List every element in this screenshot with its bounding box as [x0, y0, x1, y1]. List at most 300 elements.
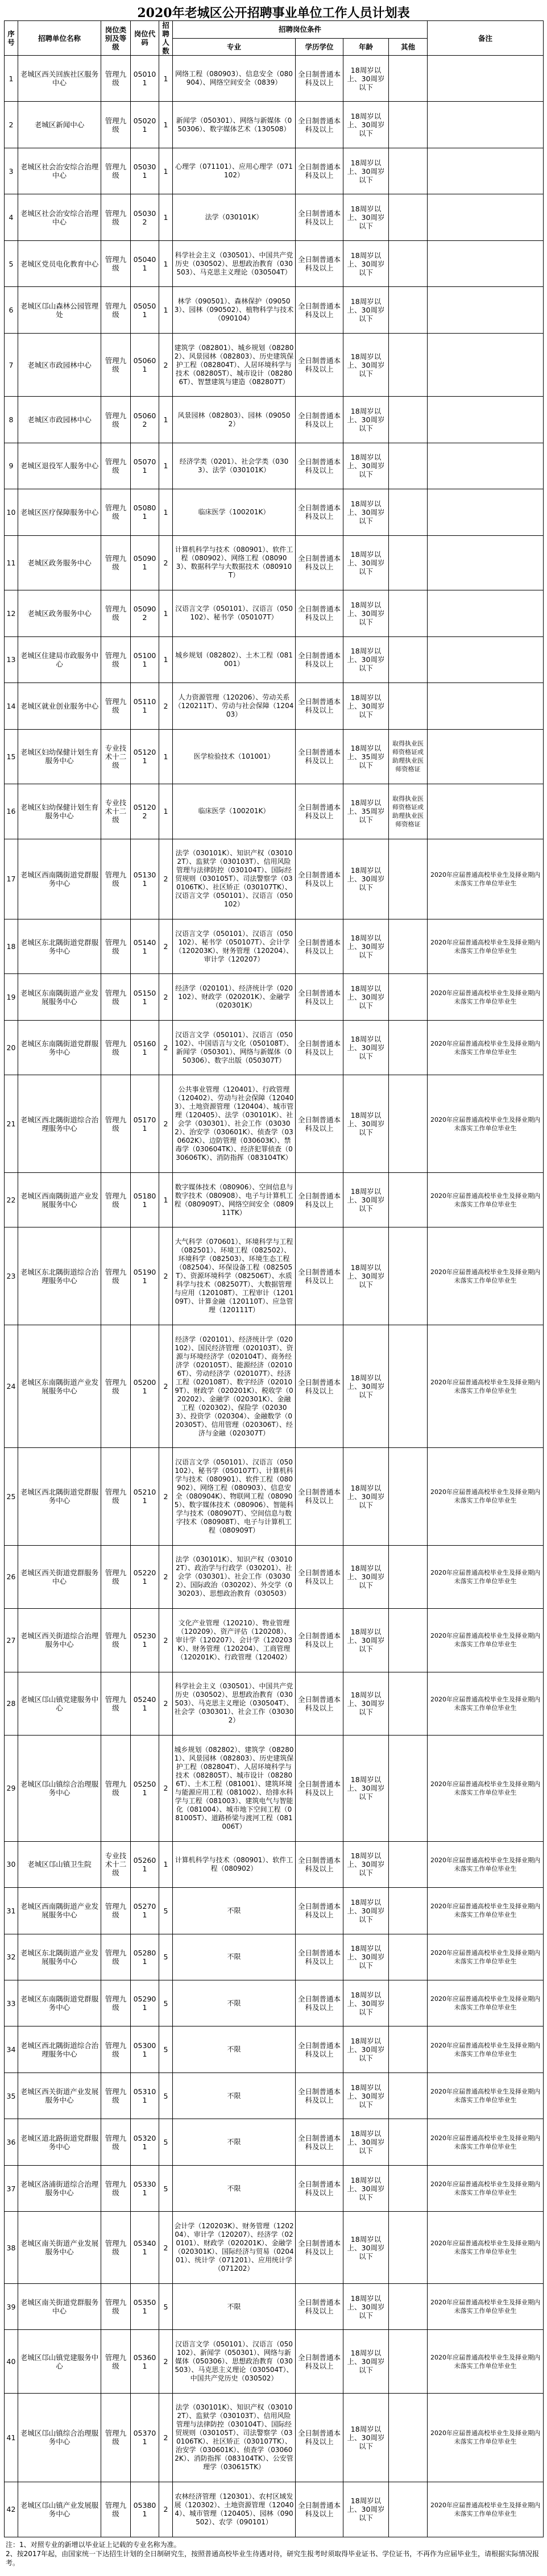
cell-edu: 全日制普通本科及以上: [296, 636, 343, 683]
cell-edu: 全日制普通本科及以上: [296, 240, 343, 286]
cell-category: 管理九级: [101, 2482, 131, 2537]
cell-age: 18周岁以上、30周岁以下: [343, 636, 389, 683]
cell-code: 053301: [131, 2165, 159, 2211]
cell-unit: 老城区邙山镇综合治理服务中心: [18, 1736, 101, 1841]
cell-unit: 老城区西南隅街道党群服务中心: [18, 839, 101, 919]
cell-edu: 全日制普通本科及以上: [296, 535, 343, 590]
cell-category: 管理九级: [101, 1172, 131, 1227]
cell-age: 18周岁以上、30周岁以下: [343, 194, 389, 240]
cell-count: 5: [159, 1980, 173, 2026]
cell-seq: 38: [5, 2212, 18, 2283]
cell-age: 18周岁以上、30周岁以下: [343, 1736, 389, 1841]
cell-count: 5: [159, 2283, 173, 2329]
cell-age: 18周岁以上、30周岁以下: [343, 919, 389, 973]
cell-code: 053501: [131, 2283, 159, 2329]
cell-edu: 全日制普通本科及以上: [296, 1075, 343, 1172]
table-row: [5, 1020, 544, 1075]
cell-major: 网络工程（080903）、信息安全（080904）、网络空间安全（0839）: [173, 56, 296, 102]
cell-other: [389, 56, 428, 102]
cell-category: 专业技术十二级: [101, 784, 131, 839]
cell-category: 管理九级: [101, 1545, 131, 1608]
cell-count: 2: [159, 2212, 173, 2283]
cell-code: 050301: [131, 148, 159, 194]
cell-edu: 全日制普通本科及以上: [296, 1934, 343, 1980]
cell-other: [389, 397, 428, 443]
table-row: [5, 1609, 544, 1672]
cell-other: [389, 1075, 428, 1172]
cell-unit: 老城区妇幼保健计划生育服务中心: [18, 784, 101, 839]
cell-seq: 42: [5, 2482, 18, 2537]
cell-other: [389, 2026, 428, 2073]
cell-edu: 全日制普通本科及以上: [296, 1172, 343, 1227]
cell-unit: 老城区邙山镇党建服务中心: [18, 1672, 101, 1735]
cell-other: [389, 1934, 428, 1980]
cell-code: 050601: [131, 333, 159, 396]
cell-seq: 28: [5, 1672, 18, 1735]
cell-other: [389, 1020, 428, 1075]
cell-edu: 全日制普通本科及以上: [296, 2026, 343, 2073]
cell-major: 大气科学（070601）、环境科学与工程（082501）、环境工程（082502）、环境科学（082503）、环境生态工程（082504）、环保设备工程（082505T）、资源环境科学（082506T）、水质科学与技术（082507T）、大数据管理与应用（120108T）、工程审计（120109T）、计算金融（120110T）、应急管理（120111T）: [173, 1227, 296, 1325]
cell-edu: 全日制普通本科及以上: [296, 2330, 343, 2393]
cell-other: [389, 102, 428, 148]
header-age: 年龄: [343, 38, 389, 56]
cell-remarks: [428, 636, 544, 683]
cell-category: 管理九级: [101, 1020, 131, 1075]
cell-count: 1: [159, 148, 173, 194]
cell-major: 法学（030101K）、知识产权（030102T）、监狱学（030103T）、信用风险管理与法律防控（030104T）、国际经贸规则（030105T）、司法警察学（030106TK）、社区矫正（030107TK）、汉语言文学（050101）、汉语言（050102）: [173, 839, 296, 919]
cell-seq: 26: [5, 1545, 18, 1608]
cell-count: 5: [159, 1888, 173, 1934]
table-row: [5, 1227, 544, 1325]
cell-edu: 全日制普通本科及以上: [296, 102, 343, 148]
cell-count: 2: [159, 1448, 173, 1545]
table-row: [5, 1325, 544, 1447]
cell-edu: 全日制普通本科及以上: [296, 974, 343, 1020]
cell-other: [389, 2393, 428, 2482]
cell-remarks: 2020年应届普通高校毕业生及择业期内未落实工作单位毕业生: [428, 1888, 544, 1934]
cell-major: 经济学（020101）、经济统计学（020102）、财政学（020201K）、金融学（020301K）: [173, 974, 296, 1020]
cell-edu: 全日制普通本科及以上: [296, 1888, 343, 1934]
cell-code: 052301: [131, 1609, 159, 1672]
cell-edu: 全日制普通本科及以上: [296, 729, 343, 784]
cell-age: 18周岁以上、30周岁以下: [343, 1609, 389, 1672]
cell-major: 人力资源管理（120206）、劳动关系（120211T）、劳动与社会保障（120403）: [173, 683, 296, 729]
table-row: [5, 2393, 544, 2482]
header-conditions: 招聘岗位条件: [173, 21, 428, 39]
cell-seq: 41: [5, 2393, 18, 2482]
cell-count: 5: [159, 1934, 173, 1980]
cell-count: 2: [159, 839, 173, 919]
cell-age: 18周岁以上、30周岁以下: [343, 2482, 389, 2537]
cell-remarks: 2020年应届普通高校毕业生及择业期内未落实工作单位毕业生: [428, 1227, 544, 1325]
cell-major: 会计学（120203K）、财务管理（120204）、审计学（120207）、经济学（020101）、财政学（020201K）、金融学（020301K）、国际经济与贸易（020401）、统计学（071201）、应用统计学（071202）: [173, 2212, 296, 2283]
cell-code: 053601: [131, 2330, 159, 2393]
cell-seq: 37: [5, 2165, 18, 2211]
cell-major: 汉语言文学（050101）、汉语言（050102）、秘书学（050107T）、会计学（120203K）、财务管理（120204）、审计学（120207）: [173, 919, 296, 973]
cell-other: [389, 148, 428, 194]
cell-seq: 9: [5, 443, 18, 489]
cell-unit: 老城区政务服务中心: [18, 590, 101, 636]
cell-age: 18周岁以上、35周岁以下: [343, 729, 389, 784]
cell-category: 管理九级: [101, 287, 131, 333]
cell-code: 051401: [131, 919, 159, 973]
cell-code: 052201: [131, 1545, 159, 1608]
cell-code: 053401: [131, 2212, 159, 2283]
cell-count: 2: [159, 974, 173, 1020]
cell-category: 管理九级: [101, 1736, 131, 1841]
cell-seq: 3: [5, 148, 18, 194]
cell-category: 管理九级: [101, 1980, 131, 2026]
cell-other: [389, 1545, 428, 1608]
cell-unit: 老城区党员电化教育中心: [18, 240, 101, 286]
cell-count: 2: [159, 535, 173, 590]
cell-remarks: 2020年应届普通高校毕业生及择业期内未落实工作单位毕业生: [428, 1980, 544, 2026]
cell-remarks: [428, 535, 544, 590]
cell-seq: 27: [5, 1609, 18, 1672]
cell-other: [389, 1980, 428, 2026]
cell-remarks: [428, 194, 544, 240]
cell-remarks: 2020年应届普通高校毕业生及择业期内未落实工作单位毕业生: [428, 1934, 544, 1980]
cell-unit: 老城区西关街道党群服务中心: [18, 1545, 101, 1608]
cell-age: 18周岁以上、30周岁以下: [343, 1841, 389, 1887]
cell-category: 管理九级: [101, 2119, 131, 2165]
cell-remarks: 2020年应届普通高校毕业生及择业期内未落实工作单位毕业生: [428, 2119, 544, 2165]
header-seq: 序号: [5, 21, 18, 56]
cell-remarks: [428, 56, 544, 102]
cell-category: 管理九级: [101, 974, 131, 1020]
table-row: [5, 240, 544, 286]
table-header: [5, 21, 544, 56]
cell-major: 汉语言文学（050101）、汉语言（050102）、秘书学（050107T）、计算机科学与技术（080901）、软件工程（080902）、网络工程（080903）、信息安全（080904K）、物联网工程（080905）、数字媒体技术（080906）、智能科学与技术（080907T）、空间信息与数字技术（080908T）、电子与计算机工程（080909T）: [173, 1448, 296, 1545]
cell-edu: 全日制普通本科及以上: [296, 2283, 343, 2329]
cell-code: 051901: [131, 1227, 159, 1325]
table-row: [5, 729, 544, 784]
cell-seq: 34: [5, 2026, 18, 2073]
cell-seq: 11: [5, 535, 18, 590]
cell-seq: 17: [5, 839, 18, 919]
cell-major: 汉语言文学（050101）、汉语言（050102）、新闻学（050301）、网络与新媒体（050306）、思想政治教育（030503）、马克思主义理论（030504T）、中国共产党历史（030502）: [173, 2330, 296, 2393]
cell-age: 18周岁以上、30周岁以下: [343, 102, 389, 148]
cell-code: 050302: [131, 194, 159, 240]
cell-unit: 老城区东北隅街道产业发展服务中心: [18, 1934, 101, 1980]
cell-edu: 全日制普通本科及以上: [296, 1736, 343, 1841]
cell-code: 052101: [131, 1448, 159, 1545]
table-row: [5, 102, 544, 148]
cell-major: 经济学类（0201）、社会学类（0303）、法学（030101K）: [173, 443, 296, 489]
table-row: [5, 974, 544, 1020]
table-row: [5, 2482, 544, 2537]
cell-category: 管理九级: [101, 590, 131, 636]
table-row: [5, 1980, 544, 2026]
cell-unit: 老城区东南隅街道产业发展服务中心: [18, 1325, 101, 1447]
cell-other: [389, 1227, 428, 1325]
cell-major: 科学社会主义（030501）、中国共产党历史（030502）、思想政治教育（030503）、马克思主义理论（030504T）、社会学（030301）、社会工作（030302）: [173, 1672, 296, 1735]
cell-code: 051801: [131, 1172, 159, 1227]
cell-major: 不限: [173, 2073, 296, 2119]
cell-unit: 老城区南关街道产业发展服务中心: [18, 2212, 101, 2283]
cell-count: 2: [159, 333, 173, 396]
cell-count: 5: [159, 2026, 173, 2073]
cell-remarks: 2020年应届普通高校毕业生及择业期内未落实工作单位毕业生: [428, 1545, 544, 1608]
cell-category: 管理九级: [101, 2073, 131, 2119]
cell-other: [389, 1672, 428, 1735]
cell-seq: 18: [5, 919, 18, 973]
cell-remarks: 2020年应届普通高校毕业生及择业期内未落实工作单位毕业生: [428, 1736, 544, 1841]
cell-code: 052401: [131, 1672, 159, 1735]
cell-category: 管理九级: [101, 148, 131, 194]
cell-major: 经济学（020101）、经济统计学（020102）、国民经济管理（020103T）、资源与环境经济学（020104T）、商务经济学（020105T）、能源经济（020106T）、劳动经济学（020107T）、经济工程（020108T）、数字经济（020109T）、财政学（020201K）、税收学（020202）、金融学（020301K）、金融工程（020302）、保险学（020303）、投资学（020304）、金融数学（020305T）、信用管理（020306T）、经济与金融（020307T）: [173, 1325, 296, 1447]
cell-unit: 老城区邙山镇党建服务中心: [18, 2330, 101, 2393]
table-body: [5, 56, 544, 2537]
cell-other: [389, 240, 428, 286]
cell-unit: 老城区洛浦街道综合治理服务中心: [18, 2165, 101, 2211]
cell-age: 18周岁以上、30周岁以下: [343, 333, 389, 396]
recruitment-table: [4, 20, 544, 2537]
cell-seq: 1: [5, 56, 18, 102]
cell-remarks: 2020年应届普通高校毕业生及择业期内未落实工作单位毕业生: [428, 1325, 544, 1447]
cell-major: 新闻学（050301）、网络与新媒体（050306）、数字媒体艺术（130508）: [173, 102, 296, 148]
cell-category: 管理九级: [101, 2026, 131, 2073]
cell-code: 053701: [131, 2393, 159, 2482]
cell-seq: 6: [5, 287, 18, 333]
header-code: 岗位代码: [131, 21, 159, 56]
cell-remarks: [428, 333, 544, 396]
cell-edu: 全日制普通本科及以上: [296, 2393, 343, 2482]
cell-unit: 老城区医疗保障服务中心: [18, 489, 101, 535]
cell-remarks: 2020年应届普通高校毕业生及择业期内未落实工作单位毕业生: [428, 1841, 544, 1887]
table-row: [5, 148, 544, 194]
cell-code: 051202: [131, 784, 159, 839]
cell-category: 管理九级: [101, 1325, 131, 1447]
cell-age: 18周岁以上、30周岁以下: [343, 2330, 389, 2393]
cell-other: [389, 2482, 428, 2537]
cell-remarks: 2020年应届普通高校毕业生及择业期内未落实工作单位毕业生: [428, 1020, 544, 1075]
cell-major: 城乡规划（082802）、土木工程（081001）: [173, 636, 296, 683]
cell-edu: 全日制普通本科及以上: [296, 1980, 343, 2026]
table-row: [5, 784, 544, 839]
cell-code: 053801: [131, 2482, 159, 2537]
header-count: 招聘人数: [159, 21, 173, 56]
cell-major: 不限: [173, 1934, 296, 1980]
cell-major: 科学社会主义（030501）、中国共产党历史（030502）、思想政治教育（030503）、马克思主义理论（030504T）: [173, 240, 296, 286]
cell-code: 051201: [131, 729, 159, 784]
cell-major: 不限: [173, 2119, 296, 2165]
table-row: [5, 2283, 544, 2329]
cell-edu: 全日制普通本科及以上: [296, 2482, 343, 2537]
table-row: [5, 1672, 544, 1735]
cell-unit: 老城区就业创业服务中心: [18, 683, 101, 729]
cell-category: 管理九级: [101, 1934, 131, 1980]
cell-unit: 老城区西关街道产业发展服务中心: [18, 2073, 101, 2119]
cell-remarks: 2020年应届普通高校毕业生及择业期内未落实工作单位毕业生: [428, 919, 544, 973]
cell-major: 林学（090501）、森林保护（090503）、园林（090502）、植物科学与技术（090104）: [173, 287, 296, 333]
cell-age: 18周岁以上、30周岁以下: [343, 1980, 389, 2026]
cell-seq: 15: [5, 729, 18, 784]
cell-unit: 老城区东南隅街道产业发展服务中心: [18, 974, 101, 1020]
table-row: [5, 1172, 544, 1227]
cell-seq: 13: [5, 636, 18, 683]
cell-edu: 全日制普通本科及以上: [296, 56, 343, 102]
cell-count: 1: [159, 1172, 173, 1227]
cell-edu: 全日制普通本科及以上: [296, 1841, 343, 1887]
cell-edu: 全日制普通本科及以上: [296, 443, 343, 489]
cell-edu: 全日制普通本科及以上: [296, 2073, 343, 2119]
cell-code: 052601: [131, 1841, 159, 1887]
cell-count: 2: [159, 1609, 173, 1672]
cell-count: 1: [159, 489, 173, 535]
cell-seq: 32: [5, 1934, 18, 1980]
cell-age: 18周岁以上、30周岁以下: [343, 535, 389, 590]
cell-edu: 全日制普通本科及以上: [296, 2119, 343, 2165]
cell-major: 文化产业管理（120210）、物业管理（120209）、资产评估（120208）、审计学（120207）、会计学（120203K）、财务管理（120204）、工商管理（120201K）、行政管理（120402）: [173, 1609, 296, 1672]
cell-category: 管理九级: [101, 2283, 131, 2329]
cell-category: 管理九级: [101, 1448, 131, 1545]
footnotes: [6, 2540, 540, 2567]
cell-count: 2: [159, 2482, 173, 2537]
cell-other: [389, 1888, 428, 1934]
table-row: [5, 194, 544, 240]
cell-age: 18周岁以上、30周岁以下: [343, 240, 389, 286]
cell-seq: 12: [5, 590, 18, 636]
cell-seq: 5: [5, 240, 18, 286]
cell-age: 18周岁以上、30周岁以下: [343, 1325, 389, 1447]
cell-major: 风景园林（082803）、园林（090502）: [173, 397, 296, 443]
cell-unit: 老城区社会治安综合治理中心: [18, 194, 101, 240]
table-row: [5, 636, 544, 683]
cell-count: 1: [159, 102, 173, 148]
cell-code: 052901: [131, 1980, 159, 2026]
cell-remarks: [428, 102, 544, 148]
cell-category: 管理九级: [101, 1227, 131, 1325]
cell-age: 18周岁以上、30周岁以下: [343, 1075, 389, 1172]
cell-other: [389, 1736, 428, 1841]
cell-age: 18周岁以上、30周岁以下: [343, 839, 389, 919]
table-row: [5, 2119, 544, 2165]
cell-unit: 老城区道北路街道党群服务中心: [18, 2119, 101, 2165]
cell-other: 取得执业医师资格证或助理执业医师资格证: [389, 729, 428, 784]
table-row: [5, 287, 544, 333]
table-row: [5, 1934, 544, 1980]
cell-unit: 老城区市政园林中心: [18, 397, 101, 443]
cell-code: 053201: [131, 2119, 159, 2165]
cell-unit: 老城区西南隅街道产业发展服务中心: [18, 1888, 101, 1934]
cell-major: 汉语言文学（050101）、汉语言（050102）、秘书学（050107T）: [173, 590, 296, 636]
cell-count: 5: [159, 2073, 173, 2119]
cell-seq: 10: [5, 489, 18, 535]
cell-count: 2: [159, 2393, 173, 2482]
cell-category: 管理九级: [101, 397, 131, 443]
cell-remarks: 2020年应届普通高校毕业生及择业期内未落实工作单位毕业生: [428, 2165, 544, 2211]
cell-unit: 老城区政务服务中心: [18, 535, 101, 590]
cell-remarks: 2020年应届普通高校毕业生及择业期内未落实工作单位毕业生: [428, 2073, 544, 2119]
cell-category: 管理九级: [101, 56, 131, 102]
cell-major: 医学检验技术（101001）: [173, 729, 296, 784]
cell-seq: 24: [5, 1325, 18, 1447]
cell-other: [389, 974, 428, 1020]
cell-remarks: 2020年应届普通高校毕业生及择业期内未落实工作单位毕业生: [428, 839, 544, 919]
cell-unit: 老城区退役军人服务中心: [18, 443, 101, 489]
cell-category: 管理九级: [101, 333, 131, 396]
cell-count: 2: [159, 1325, 173, 1447]
cell-category: 管理九级: [101, 1888, 131, 1934]
cell-other: [389, 2283, 428, 2329]
cell-edu: 全日制普通本科及以上: [296, 784, 343, 839]
cell-code: 050801: [131, 489, 159, 535]
cell-code: 051601: [131, 1020, 159, 1075]
cell-edu: 全日制普通本科及以上: [296, 1545, 343, 1608]
cell-count: 2: [159, 2330, 173, 2393]
cell-category: 管理九级: [101, 240, 131, 286]
cell-major: 法学（030101K）、知识产权（030102T）、监狱学（030103T）、信用风险管理与法律防控（030104T）、国际经贸规则（030105T）、司法警察学（030106TK）、社区矫正（030107TK）、治安学（030601K）、侦查学（030602K）、消防指挥（083104TK）、公安管理学（030615TK）: [173, 2393, 296, 2482]
cell-remarks: 2020年应届普通高校毕业生及择业期内未落实工作单位毕业生: [428, 2026, 544, 2073]
table-row: [5, 2026, 544, 2073]
cell-other: 取得执业医师资格证或助理执业医师资格证: [389, 784, 428, 839]
cell-age: 18周岁以上、30周岁以下: [343, 443, 389, 489]
cell-other: [389, 2073, 428, 2119]
cell-count: 1: [159, 590, 173, 636]
cell-other: [389, 2212, 428, 2283]
cell-other: [389, 919, 428, 973]
cell-age: 18周岁以上、30周岁以下: [343, 2393, 389, 2482]
cell-remarks: [428, 443, 544, 489]
cell-count: 1: [159, 240, 173, 286]
cell-category: 管理九级: [101, 839, 131, 919]
table-row: [5, 2073, 544, 2119]
table-row: [5, 397, 544, 443]
cell-category: 管理九级: [101, 636, 131, 683]
table-row: [5, 333, 544, 396]
footnote-2: 2、按2017年起，由国家统一下达招生计划的全日制研究生，按照普通高校毕业生待遇对待，研究生报考时须取得毕业证书、学位证书，不再作为应届毕业生，请根据实际情况报考。: [6, 2550, 540, 2567]
cell-code: 052801: [131, 1934, 159, 1980]
cell-other: [389, 194, 428, 240]
cell-count: 2: [159, 1075, 173, 1172]
cell-major: 法学（030101K）: [173, 194, 296, 240]
cell-category: 专业技术十二级: [101, 1841, 131, 1887]
table-row: [5, 443, 544, 489]
cell-unit: 老城区西关回族社区服务中心: [18, 56, 101, 102]
cell-major: 汉语言文学（050101）、汉语言（050102）、中国语言与文化（050108T）、新闻学（050301）、网络与新媒体（050306）、数字出版（050307T）: [173, 1020, 296, 1075]
table-row: [5, 919, 544, 973]
cell-seq: 29: [5, 1736, 18, 1841]
header-unit: 招聘单位名称: [18, 21, 101, 56]
cell-other: [389, 2330, 428, 2393]
header-edu: 学历学位: [296, 38, 343, 56]
cell-edu: 全日制普通本科及以上: [296, 1672, 343, 1735]
cell-code: 052501: [131, 1736, 159, 1841]
cell-seq: 21: [5, 1075, 18, 1172]
cell-unit: 老城区妇幼保健计划生育服务中心: [18, 729, 101, 784]
cell-remarks: [428, 590, 544, 636]
cell-major: 建筑学（082801）、城乡规划（082802）、风景园林（082803）、历史建筑保护工程（082804T）、人居环境科学与技术（082805T）、城市设计（082806T）、智慧建筑与建造（082807T）: [173, 333, 296, 396]
cell-major: 法学（030101K）、知识产权（030102T）、政治学与行政学（030201）、社会学（030301）、社会工作（030302）、国际政治（030202）、外交学（030203）、思想政治教育（030503）: [173, 1545, 296, 1608]
table-row: [5, 1841, 544, 1887]
cell-seq: 7: [5, 333, 18, 396]
cell-remarks: 2020年应届普通高校毕业生及择业期内未落实工作单位毕业生: [428, 1075, 544, 1172]
cell-code: 053101: [131, 2073, 159, 2119]
cell-unit: 老城区西关街道综合治理服务中心: [18, 1609, 101, 1672]
cell-remarks: 2020年应届普通高校毕业生及择业期内未落实工作单位毕业生: [428, 1172, 544, 1227]
table-row: [5, 1545, 544, 1608]
cell-count: 1: [159, 784, 173, 839]
cell-edu: 全日制普通本科及以上: [296, 919, 343, 973]
cell-major: 数字媒体技术（080906）、空间信息与数字技术（080908）、电子与计算机工程（080909T）、网络空间安全（080911TK）: [173, 1172, 296, 1227]
cell-age: 18周岁以上、30周岁以下: [343, 1227, 389, 1325]
cell-seq: 4: [5, 194, 18, 240]
cell-seq: 14: [5, 683, 18, 729]
cell-other: [389, 443, 428, 489]
cell-remarks: 2020年应届普通高校毕业生及择业期内未落实工作单位毕业生: [428, 2330, 544, 2393]
cell-code: 053001: [131, 2026, 159, 2073]
